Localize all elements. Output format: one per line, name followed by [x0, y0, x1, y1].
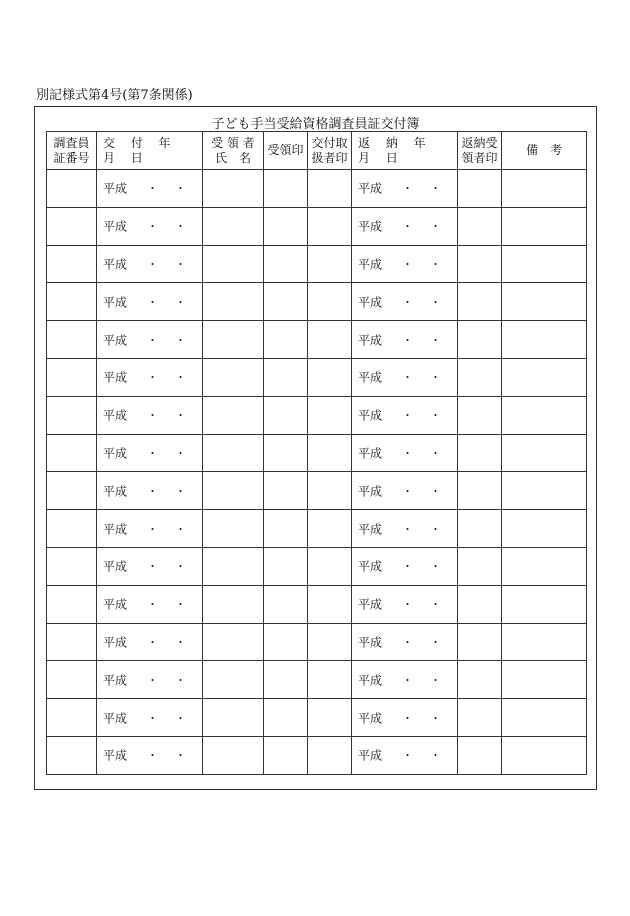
date-separator: ・	[402, 749, 413, 763]
id-number-cell[interactable]	[47, 661, 97, 699]
header-handler-seal: 交付取 扱者印	[308, 132, 352, 170]
recipient-name-cell[interactable]	[203, 396, 264, 434]
date-separator: ・	[430, 749, 441, 763]
handler-seal-cell[interactable]	[308, 623, 352, 661]
issue-date-cell[interactable]	[97, 472, 203, 510]
header-receipt-seal: 受領印	[264, 132, 308, 170]
return-date-cell[interactable]	[352, 585, 458, 623]
id-number-cell[interactable]	[47, 472, 97, 510]
date-separator: ・	[147, 635, 158, 649]
receipt-seal-cell[interactable]	[264, 321, 308, 359]
date-separator: ・	[402, 560, 413, 574]
issue-date-cell[interactable]	[97, 358, 203, 396]
return-receiver-seal-cell[interactable]	[458, 207, 502, 245]
remarks-cell[interactable]	[502, 699, 587, 737]
era-label: 平成	[358, 333, 383, 348]
header-recipient-name: 受 領 者 氏 名	[203, 132, 264, 170]
table-row	[47, 472, 587, 510]
date-separator: ・	[147, 333, 158, 347]
table-row	[47, 547, 587, 585]
era-label: 平成	[103, 370, 128, 385]
issue-date-cell[interactable]	[97, 396, 203, 434]
era-label: 平成	[358, 370, 383, 385]
date-separator: ・	[430, 484, 441, 498]
handler-seal-cell[interactable]	[308, 510, 352, 548]
remarks-cell[interactable]	[502, 623, 587, 661]
return-date-cell[interactable]	[352, 245, 458, 283]
date-separator: ・	[430, 295, 441, 309]
era-label: 平成	[103, 597, 128, 612]
remarks-cell[interactable]	[502, 396, 587, 434]
recipient-name-cell[interactable]	[203, 434, 264, 472]
remarks-cell[interactable]	[502, 207, 587, 245]
handler-seal-cell[interactable]	[308, 434, 352, 472]
return-date-cell[interactable]	[352, 434, 458, 472]
receipt-seal-cell[interactable]	[264, 736, 308, 774]
era-label: 平成	[358, 635, 383, 650]
date-separator: ・	[430, 522, 441, 536]
era-label: 平成	[358, 181, 383, 196]
return-receiver-seal-cell[interactable]	[458, 547, 502, 585]
id-number-cell[interactable]	[47, 623, 97, 661]
form-label: 別記様式第4号(第7条関係)	[36, 88, 193, 103]
remarks-cell[interactable]	[502, 170, 587, 208]
recipient-name-cell[interactable]	[203, 283, 264, 321]
era-label: 平成	[103, 257, 128, 272]
date-separator: ・	[175, 749, 186, 763]
id-number-cell[interactable]	[47, 434, 97, 472]
remarks-cell[interactable]	[502, 736, 587, 774]
return-date-cell[interactable]	[352, 358, 458, 396]
return-receiver-seal-cell[interactable]	[458, 434, 502, 472]
date-separator: ・	[402, 220, 413, 234]
receipt-seal-cell[interactable]	[264, 547, 308, 585]
date-separator: ・	[430, 257, 441, 271]
return-receiver-seal-cell[interactable]	[458, 585, 502, 623]
era-label: 平成	[103, 673, 128, 688]
remarks-cell[interactable]	[502, 661, 587, 699]
table-row	[47, 661, 587, 699]
date-separator: ・	[147, 409, 158, 423]
receipt-seal-cell[interactable]	[264, 170, 308, 208]
return-receiver-seal-cell[interactable]	[458, 736, 502, 774]
era-label: 平成	[358, 484, 383, 499]
receipt-seal-cell[interactable]	[264, 472, 308, 510]
return-receiver-seal-cell[interactable]	[458, 510, 502, 548]
date-separator: ・	[430, 371, 441, 385]
return-date-cell[interactable]	[352, 547, 458, 585]
form-title: 子ども手当受給資格調査員証交付簿	[211, 117, 420, 132]
date-separator: ・	[402, 598, 413, 612]
handler-seal-cell[interactable]	[308, 321, 352, 359]
date-separator: ・	[175, 333, 186, 347]
era-label: 平成	[103, 522, 128, 537]
table-row	[47, 510, 587, 548]
date-separator: ・	[147, 711, 158, 725]
recipient-name-cell[interactable]	[203, 358, 264, 396]
return-receiver-seal-cell[interactable]	[458, 661, 502, 699]
return-date-cell[interactable]	[352, 396, 458, 434]
return-date-cell[interactable]	[352, 661, 458, 699]
date-separator: ・	[402, 182, 413, 196]
return-receiver-seal-cell[interactable]	[458, 283, 502, 321]
return-receiver-seal-cell[interactable]	[458, 170, 502, 208]
header-issue-date: 交 付 年 月 日	[97, 132, 203, 170]
return-receiver-seal-cell[interactable]	[458, 358, 502, 396]
issue-date-cell[interactable]	[97, 170, 203, 208]
table-row	[47, 585, 587, 623]
id-number-cell[interactable]	[47, 207, 97, 245]
handler-seal-cell[interactable]	[308, 396, 352, 434]
issue-date-cell[interactable]	[97, 321, 203, 359]
issue-date-cell[interactable]	[97, 283, 203, 321]
era-label: 平成	[358, 295, 383, 310]
date-separator: ・	[430, 220, 441, 234]
return-receiver-seal-cell[interactable]	[458, 245, 502, 283]
issue-date-cell[interactable]	[97, 699, 203, 737]
recipient-name-cell[interactable]	[203, 623, 264, 661]
remarks-cell[interactable]	[502, 510, 587, 548]
issue-date-cell[interactable]	[97, 736, 203, 774]
receipt-seal-cell[interactable]	[264, 207, 308, 245]
receipt-seal-cell[interactable]	[264, 358, 308, 396]
era-label: 平成	[103, 333, 128, 348]
issue-date-cell[interactable]	[97, 661, 203, 699]
return-date-cell[interactable]	[352, 170, 458, 208]
issue-date-cell[interactable]	[97, 623, 203, 661]
recipient-name-cell[interactable]	[203, 510, 264, 548]
remarks-cell[interactable]	[502, 283, 587, 321]
return-receiver-seal-cell[interactable]	[458, 472, 502, 510]
table-row	[47, 623, 587, 661]
table-row	[47, 245, 587, 283]
table-row	[47, 321, 587, 359]
remarks-cell[interactable]	[502, 434, 587, 472]
return-date-cell[interactable]	[352, 699, 458, 737]
era-label: 平成	[103, 711, 128, 726]
header-return-date: 返 納 年 月 日	[352, 132, 458, 170]
date-separator: ・	[430, 446, 441, 460]
date-separator: ・	[430, 409, 441, 423]
date-separator: ・	[175, 484, 186, 498]
recipient-name-cell[interactable]	[203, 472, 264, 510]
handler-seal-cell[interactable]	[308, 661, 352, 699]
return-date-cell[interactable]	[352, 283, 458, 321]
date-separator: ・	[175, 522, 186, 536]
date-separator: ・	[147, 560, 158, 574]
header-return-receiver-seal: 返納受 領者印	[458, 132, 502, 170]
return-date-cell[interactable]	[352, 207, 458, 245]
receipt-seal-cell[interactable]	[264, 699, 308, 737]
remarks-cell[interactable]	[502, 547, 587, 585]
table-row	[47, 699, 587, 737]
handler-seal-cell[interactable]	[308, 699, 352, 737]
receipt-seal-cell[interactable]	[264, 434, 308, 472]
era-label: 平成	[103, 219, 128, 234]
issue-date-cell[interactable]	[97, 207, 203, 245]
date-separator: ・	[430, 673, 441, 687]
date-separator: ・	[147, 295, 158, 309]
recipient-name-cell[interactable]	[203, 245, 264, 283]
date-separator: ・	[147, 182, 158, 196]
id-number-cell[interactable]	[47, 585, 97, 623]
handler-seal-cell[interactable]	[308, 207, 352, 245]
date-separator: ・	[430, 182, 441, 196]
date-separator: ・	[402, 635, 413, 649]
date-separator: ・	[402, 371, 413, 385]
recipient-name-cell[interactable]	[203, 207, 264, 245]
date-separator: ・	[402, 711, 413, 725]
issue-date-cell[interactable]	[97, 245, 203, 283]
era-label: 平成	[358, 559, 383, 574]
date-separator: ・	[175, 560, 186, 574]
date-separator: ・	[430, 711, 441, 725]
id-number-cell[interactable]	[47, 699, 97, 737]
return-date-cell[interactable]	[352, 623, 458, 661]
date-separator: ・	[147, 673, 158, 687]
table-row	[47, 736, 587, 774]
date-separator: ・	[175, 711, 186, 725]
receipt-seal-cell[interactable]	[264, 283, 308, 321]
date-separator: ・	[175, 446, 186, 460]
table-row	[47, 207, 587, 245]
era-label: 平成	[103, 295, 128, 310]
id-number-cell[interactable]	[47, 245, 97, 283]
era-label: 平成	[103, 559, 128, 574]
era-label: 平成	[358, 257, 383, 272]
receipt-seal-cell[interactable]	[264, 661, 308, 699]
era-label: 平成	[103, 748, 128, 763]
issue-date-cell[interactable]	[97, 510, 203, 548]
receipt-seal-cell[interactable]	[264, 245, 308, 283]
issue-date-cell[interactable]	[97, 434, 203, 472]
era-label: 平成	[358, 408, 383, 423]
date-separator: ・	[175, 673, 186, 687]
date-separator: ・	[147, 371, 158, 385]
date-separator: ・	[147, 257, 158, 271]
date-separator: ・	[402, 484, 413, 498]
remarks-cell[interactable]	[502, 472, 587, 510]
issue-date-cell[interactable]	[97, 547, 203, 585]
return-receiver-seal-cell[interactable]	[458, 699, 502, 737]
receipt-seal-cell[interactable]	[264, 396, 308, 434]
return-date-cell[interactable]	[352, 510, 458, 548]
return-receiver-seal-cell[interactable]	[458, 623, 502, 661]
date-separator: ・	[147, 522, 158, 536]
handler-seal-cell[interactable]	[308, 283, 352, 321]
remarks-cell[interactable]	[502, 321, 587, 359]
issue-date-cell[interactable]	[97, 585, 203, 623]
handler-seal-cell[interactable]	[308, 547, 352, 585]
id-number-cell[interactable]	[47, 396, 97, 434]
era-label: 平成	[103, 484, 128, 499]
era-label: 平成	[358, 597, 383, 612]
date-separator: ・	[402, 446, 413, 460]
form-frame	[34, 106, 597, 790]
remarks-cell[interactable]	[502, 358, 587, 396]
era-label: 平成	[103, 408, 128, 423]
era-label: 平成	[358, 748, 383, 763]
date-separator: ・	[147, 220, 158, 234]
date-separator: ・	[175, 220, 186, 234]
date-separator: ・	[430, 635, 441, 649]
era-label: 平成	[103, 635, 128, 650]
handler-seal-cell[interactable]	[308, 245, 352, 283]
return-receiver-seal-cell[interactable]	[458, 396, 502, 434]
date-separator: ・	[402, 295, 413, 309]
era-label: 平成	[358, 446, 383, 461]
table-row	[47, 396, 587, 434]
date-separator: ・	[147, 484, 158, 498]
era-label: 平成	[358, 711, 383, 726]
date-separator: ・	[402, 409, 413, 423]
era-label: 平成	[103, 181, 128, 196]
date-separator: ・	[175, 409, 186, 423]
date-separator: ・	[402, 333, 413, 347]
id-number-cell[interactable]	[47, 510, 97, 548]
recipient-name-cell[interactable]	[203, 170, 264, 208]
date-separator: ・	[175, 598, 186, 612]
era-label: 平成	[358, 219, 383, 234]
receipt-seal-cell[interactable]	[264, 585, 308, 623]
date-separator: ・	[175, 371, 186, 385]
date-separator: ・	[430, 560, 441, 574]
era-label: 平成	[358, 673, 383, 688]
return-receiver-seal-cell[interactable]	[458, 321, 502, 359]
id-number-cell[interactable]	[47, 736, 97, 774]
id-number-cell[interactable]	[47, 321, 97, 359]
receipt-seal-cell[interactable]	[264, 510, 308, 548]
table-row	[47, 283, 587, 321]
ledger-table	[46, 131, 587, 775]
date-separator: ・	[175, 295, 186, 309]
id-number-cell[interactable]	[47, 283, 97, 321]
table-row	[47, 358, 587, 396]
return-date-cell[interactable]	[352, 321, 458, 359]
handler-seal-cell[interactable]	[308, 736, 352, 774]
recipient-name-cell[interactable]	[203, 547, 264, 585]
date-separator: ・	[430, 598, 441, 612]
era-label: 平成	[103, 446, 128, 461]
remarks-cell[interactable]	[502, 585, 587, 623]
id-number-cell[interactable]	[47, 358, 97, 396]
remarks-cell[interactable]	[502, 245, 587, 283]
ledger-body	[47, 170, 587, 775]
recipient-name-cell[interactable]	[203, 699, 264, 737]
recipient-name-cell[interactable]	[203, 321, 264, 359]
date-separator: ・	[175, 182, 186, 196]
id-number-cell[interactable]	[47, 170, 97, 208]
era-label: 平成	[358, 522, 383, 537]
handler-seal-cell[interactable]	[308, 170, 352, 208]
return-date-cell[interactable]	[352, 736, 458, 774]
id-number-cell[interactable]	[47, 547, 97, 585]
header-row	[47, 132, 587, 170]
handler-seal-cell[interactable]	[308, 585, 352, 623]
return-date-cell[interactable]	[352, 472, 458, 510]
table-row	[47, 170, 587, 208]
recipient-name-cell[interactable]	[203, 661, 264, 699]
header-remarks: 備 考	[502, 132, 587, 170]
date-separator: ・	[402, 673, 413, 687]
date-separator: ・	[147, 598, 158, 612]
date-separator: ・	[430, 333, 441, 347]
handler-seal-cell[interactable]	[308, 472, 352, 510]
date-separator: ・	[175, 635, 186, 649]
recipient-name-cell[interactable]	[203, 585, 264, 623]
handler-seal-cell[interactable]	[308, 358, 352, 396]
date-separator: ・	[147, 446, 158, 460]
receipt-seal-cell[interactable]	[264, 623, 308, 661]
date-separator: ・	[402, 522, 413, 536]
table-row	[47, 434, 587, 472]
date-separator: ・	[147, 749, 158, 763]
recipient-name-cell[interactable]	[203, 736, 264, 774]
header-id-number: 調査員 証番号	[47, 132, 97, 170]
date-separator: ・	[402, 257, 413, 271]
date-separator: ・	[175, 257, 186, 271]
